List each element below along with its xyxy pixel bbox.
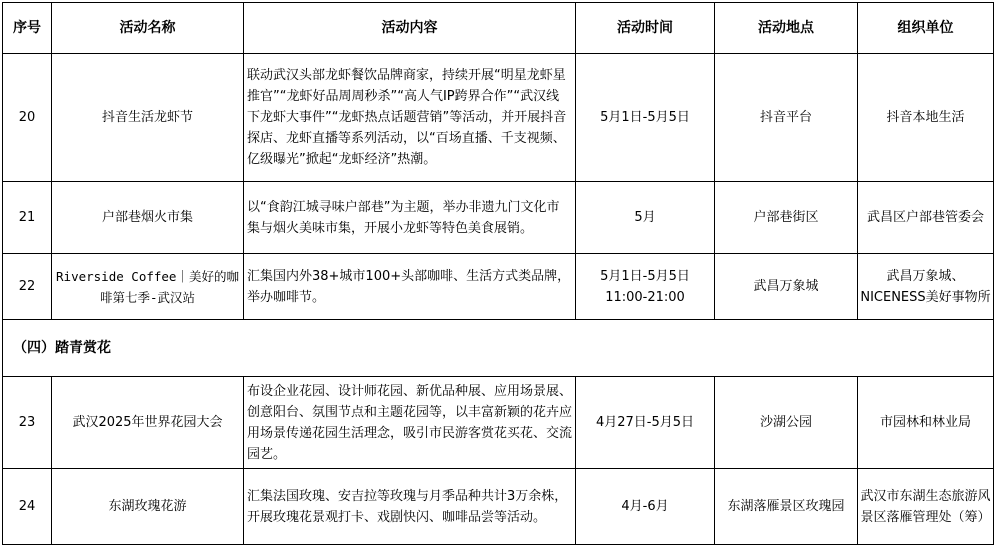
table-row bbox=[3, 182, 994, 254]
header-time: 活动时间 bbox=[576, 3, 715, 54]
activity-table bbox=[2, 2, 994, 545]
cell-org: 武昌区户部巷管委会 bbox=[858, 182, 994, 254]
table-row bbox=[3, 54, 994, 182]
cell-no: 24 bbox=[3, 469, 52, 545]
cell-place: 户部巷街区 bbox=[715, 182, 858, 254]
cell-time: 5月1日-5月5日 11:00-21:00 bbox=[576, 254, 715, 320]
cell-name: 武汉2025年世界花园大会 bbox=[52, 377, 244, 469]
header-content: 活动内容 bbox=[244, 3, 576, 54]
cell-org: 武汉市东湖生态旅游风景区落雁管理处（筹） bbox=[858, 469, 994, 545]
cell-no: 23 bbox=[3, 377, 52, 469]
cell-time: 4月-6月 bbox=[576, 469, 715, 545]
section-title: （四）踏青赏花 bbox=[3, 320, 994, 377]
cell-place: 沙湖公园 bbox=[715, 377, 858, 469]
section-row bbox=[3, 320, 994, 377]
cell-content: 联动武汉头部龙虾餐饮品牌商家，持续开展“明星龙虾星推官”“龙虾好品周周秒杀”“高人气IP跨界合作”“武汉线下龙虾大事件”“龙虾热点话题营销”等活动，并开展抖音探店、龙虾直播等系列活动，以“百场直播、千支视频、亿级曝光”掀起“龙虾经济”热潮。 bbox=[244, 54, 576, 182]
table-row bbox=[3, 377, 994, 469]
header-row bbox=[3, 3, 994, 54]
cell-time: 5月 bbox=[576, 182, 715, 254]
cell-content: 汇集国内外38+城市100+头部咖啡、生活方式类品牌，举办咖啡节。 bbox=[244, 254, 576, 320]
cell-time: 4月27日-5月5日 bbox=[576, 377, 715, 469]
header-org: 组织单位 bbox=[858, 3, 994, 54]
cell-org: 抖音本地生活 bbox=[858, 54, 994, 182]
table-row bbox=[3, 254, 994, 320]
cell-name: 东湖玫瑰花游 bbox=[52, 469, 244, 545]
cell-name: 户部巷烟火市集 bbox=[52, 182, 244, 254]
cell-place: 东湖落雁景区玫瑰园 bbox=[715, 469, 858, 545]
cell-no: 21 bbox=[3, 182, 52, 254]
cell-org: 市园林和林业局 bbox=[858, 377, 994, 469]
cell-org: 武昌万象城、NICENESS美好事物所 bbox=[858, 254, 994, 320]
header-no: 序号 bbox=[3, 3, 52, 54]
cell-place: 抖音平台 bbox=[715, 54, 858, 182]
header-name: 活动名称 bbox=[52, 3, 244, 54]
cell-content: 以“食韵江城寻味户部巷”为主题，举办非遗九门文化市集与烟火美味市集，开展小龙虾等特色美食展销。 bbox=[244, 182, 576, 254]
cell-content: 布设企业花园、设计师花园、新优品种展、应用场景展、创意阳台、氛围节点和主题花园等，以丰富新颖的花卉应用场景传递花园生活理念，吸引市民游客赏花买花、交流园艺。 bbox=[244, 377, 576, 469]
cell-name: Riverside Coffee｜美好的咖啡第七季-武汉站 bbox=[52, 254, 244, 320]
cell-time: 5月1日-5月5日 bbox=[576, 54, 715, 182]
cell-place: 武昌万象城 bbox=[715, 254, 858, 320]
cell-no: 20 bbox=[3, 54, 52, 182]
header-place: 活动地点 bbox=[715, 3, 858, 54]
cell-no: 22 bbox=[3, 254, 52, 320]
cell-name: 抖音生活龙虾节 bbox=[52, 54, 244, 182]
cell-content: 汇集法国玫瑰、安吉拉等玫瑰与月季品种共计3万余株，开展玫瑰花景观打卡、戏剧快闪、咖啡品尝等活动。 bbox=[244, 469, 576, 545]
table-row bbox=[3, 469, 994, 545]
